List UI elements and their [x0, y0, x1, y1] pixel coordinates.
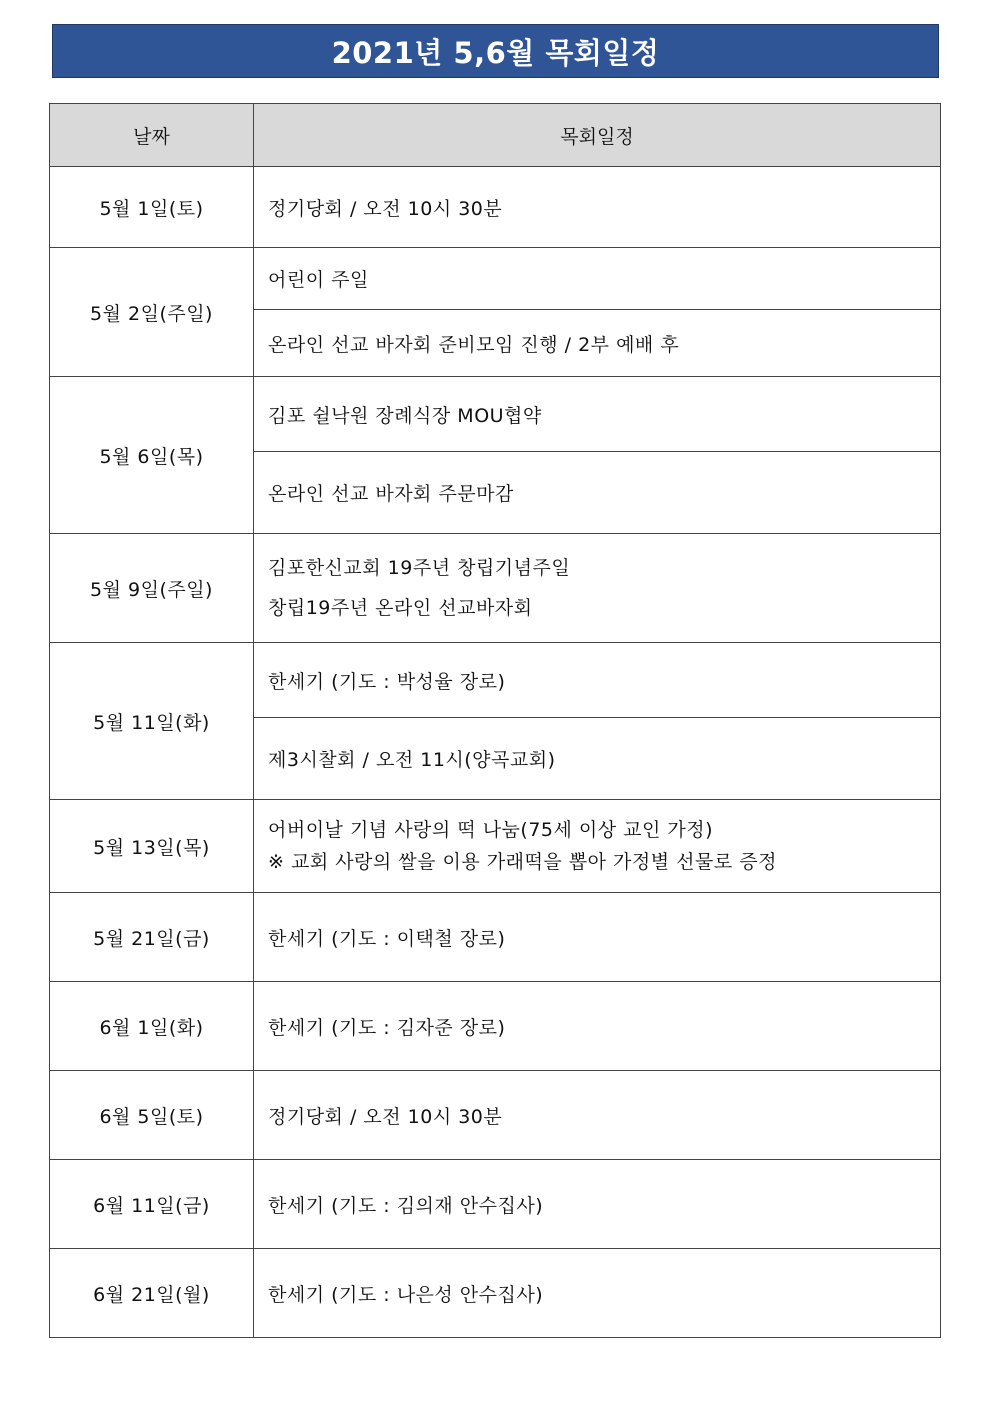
date-cell: 5월 1일(토) [50, 167, 254, 248]
date-cell: 6월 21일(월) [50, 1249, 254, 1338]
header-schedule: 목회일정 [254, 104, 941, 167]
table-row [50, 982, 941, 1071]
event-cell: 한세기 (기도 : 김의재 안수집사) [254, 1160, 941, 1249]
note-line: ※ 교회 사랑의 쌀을 이용 가래떡을 뽑아 가정별 선물로 증정 [268, 851, 777, 873]
event-cell: 어린이 주일 [254, 248, 941, 310]
date-cell: 6월 1일(화) [50, 982, 254, 1071]
date-cell: 5월 13일(목) [50, 800, 254, 893]
event-cell: 온라인 선교 바자회 주문마감 [254, 452, 941, 534]
event-cell: 정기당회 / 오전 10시 30분 [254, 167, 941, 248]
event-line: 창립19주년 온라인 선교바자회 [268, 597, 533, 619]
table-row [50, 248, 941, 310]
event-cell: 한세기 (기도 : 나은성 안수집사) [254, 1249, 941, 1338]
event-cell: 온라인 선교 바자회 준비모임 진행 / 2부 예배 후 [254, 310, 941, 377]
event-cell [254, 534, 941, 643]
event-cell: 정기당회 / 오전 10시 30분 [254, 1071, 941, 1160]
event-line: 김포한신교회 19주년 창립기념주일 [268, 557, 571, 579]
date-cell: 5월 2일(주일) [50, 248, 254, 377]
event-cell: 한세기 (기도 : 김자준 장로) [254, 982, 941, 1071]
table-row [50, 377, 941, 452]
event-cell: 한세기 (기도 : 박성율 장로) [254, 643, 941, 718]
date-cell: 5월 11일(화) [50, 643, 254, 800]
event-cell: 김포 쉴낙원 장례식장 MOU협약 [254, 377, 941, 452]
event-cell: 한세기 (기도 : 이택철 장로) [254, 893, 941, 982]
date-cell: 5월 21일(금) [50, 893, 254, 982]
date-cell: 5월 6일(목) [50, 377, 254, 534]
event-cell [254, 800, 941, 893]
table-row [50, 800, 941, 893]
event-line: 어버이날 기념 사랑의 떡 나눔(75세 이상 교인 가정) [268, 819, 714, 841]
table-row [50, 643, 941, 718]
header-date: 날짜 [50, 104, 254, 167]
schedule-table [49, 103, 941, 1338]
date-cell: 6월 5일(토) [50, 1071, 254, 1160]
table-row [50, 1160, 941, 1249]
table-row [50, 1071, 941, 1160]
table-row [50, 534, 941, 643]
date-cell: 6월 11일(금) [50, 1160, 254, 1249]
date-cell: 5월 9일(주일) [50, 534, 254, 643]
title-bar [52, 24, 939, 78]
table-header-row [50, 104, 941, 167]
event-cell: 제3시찰회 / 오전 11시(양곡교회) [254, 718, 941, 800]
table-row [50, 893, 941, 982]
page-title: 2021년 5,6월 목회일정 [331, 35, 660, 70]
table-row [50, 1249, 941, 1338]
table-row [50, 167, 941, 248]
